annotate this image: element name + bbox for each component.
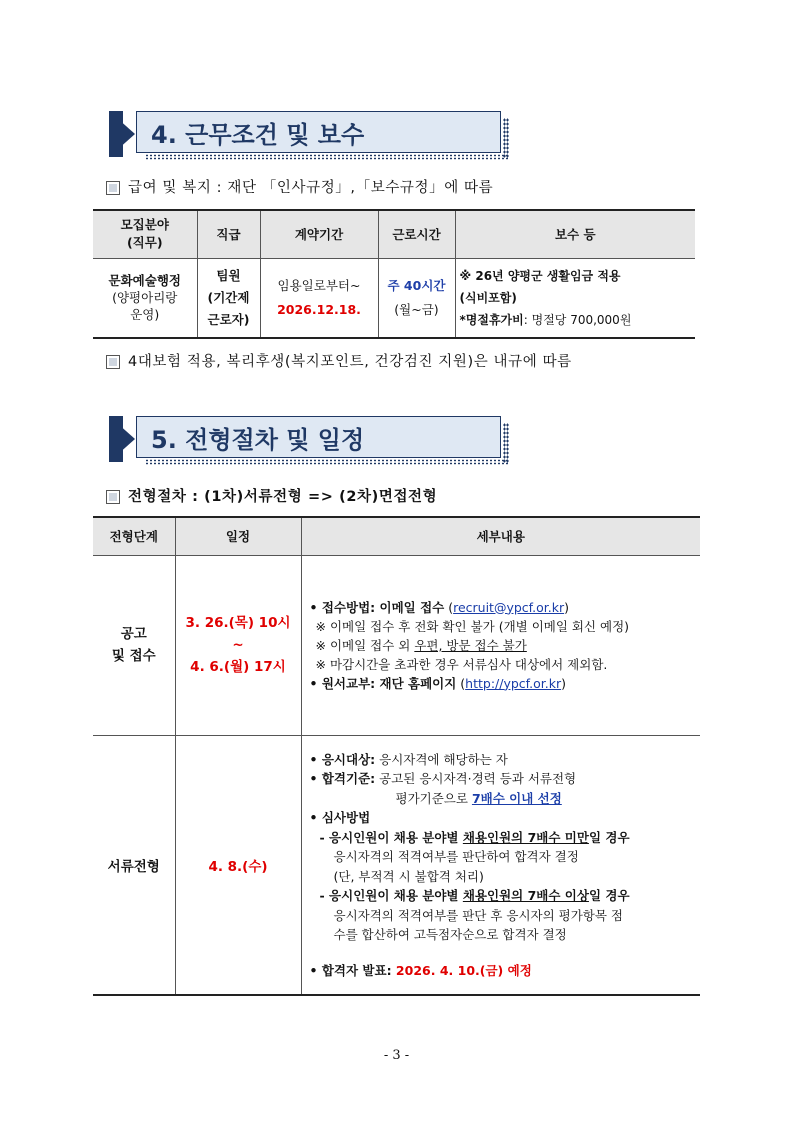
section4-note-pay: 급여 및 복지 : 재단 「인사규정」,「보수규정」에 따름	[106, 176, 493, 197]
cell-schedule-announce: 3. 26.(목) 10시 ~ 4. 6.(월) 17시	[175, 555, 301, 735]
section5-arrow-icon	[109, 416, 135, 462]
header-details: 세부내용	[301, 517, 700, 555]
header-hours: 근로시간	[378, 210, 455, 258]
header-period: 계약기간	[260, 210, 378, 258]
header-schedule: 일정	[175, 517, 301, 555]
cell-rank: 팀원 (기간제 근로자)	[197, 258, 260, 338]
header-pay: 보수 등	[455, 210, 695, 258]
cell-field: 문화예술행정 (양평아리랑 운영)	[93, 258, 197, 338]
cell-details-announce: • 접수방법: 이메일 접수 (recruit@ypcf.or.kr) ※ 이메일 접수 후 전화 확인 불가 (개별 이메일 회신 예정) ※ 이메일 접수 외 우편, 방문 접수 불가 ※ 마감시간을 초과한 경우 서류심사 대상에서 제외함. • 원서교부: 재단 홈페이지 (http://ypcf.or.kr)	[301, 555, 700, 735]
cell-schedule-document: 4. 8.(수)	[175, 735, 301, 995]
work-conditions-table	[93, 209, 695, 339]
section4-title	[136, 111, 501, 153]
section5-shadow	[145, 459, 509, 465]
square-bullet-icon	[106, 355, 120, 369]
header-field: 모집분야 (직무)	[93, 210, 197, 258]
section5-title	[136, 416, 501, 458]
section5-note-process: 전형절차 : (1차)서류전형 => (2차)면접전형	[106, 485, 437, 506]
cell-stage-document: 서류전형	[93, 735, 175, 995]
selection-process-table	[93, 516, 700, 996]
section4-title-text: 4. 근무조건 및 보수	[151, 120, 365, 149]
section5-title-text: 5. 전형절차 및 일정	[151, 425, 365, 454]
square-bullet-icon	[106, 490, 120, 504]
cell-details-document: • 응시대상: 응시자격에 해당하는 자 • 합격기준: 공고된 응시자격·경력 등과 서류전형 평가기준으로 7배수 이내 선정 • 심사방법 - 응시인원이 채용 분야별 채용인원의 7배수 미만일 경우 응시자격의 적격여부를 판단하여 합격자 결정 (단, 부적격 시 불합격 처리) - 응시인원이 채용 분야별 채용인원의 7배수 이상일 경우 응시자격의 적격여부를 판단 후 응시자의 평가항목 점 수를 합산하여 고득점자순으로 합격자 결정 • 합격자 발표: 2026. 4. 10.(금) 예정	[301, 735, 700, 995]
header-stage: 전형단계	[93, 517, 175, 555]
section4-note-benefits: 4대보험 적용, 복리후생(복지포인트, 건강검진 지원)은 내규에 따름	[106, 350, 572, 371]
page-number: - 3 -	[383, 1048, 410, 1063]
section4-shadow	[145, 154, 509, 160]
cell-period: 임용일로부터~ 2026.12.18.	[260, 258, 378, 338]
section4-shadow-side	[503, 118, 509, 158]
section5-shadow-side	[503, 423, 509, 463]
square-bullet-icon	[106, 181, 120, 195]
cell-hours: 주 40시간 (월~금)	[378, 258, 455, 338]
email-link[interactable]: recruit@ypcf.or.kr	[453, 599, 565, 615]
header-rank: 직급	[197, 210, 260, 258]
cell-pay: ※ 26년 양평군 생활임금 적용 (식비포함) *명절휴가비: 명절당 700,000원	[455, 258, 695, 338]
cell-stage-announce: 공고 및 접수	[93, 555, 175, 735]
section4-arrow-icon	[109, 111, 135, 157]
homepage-link[interactable]: http://ypcf.or.kr	[465, 675, 562, 691]
